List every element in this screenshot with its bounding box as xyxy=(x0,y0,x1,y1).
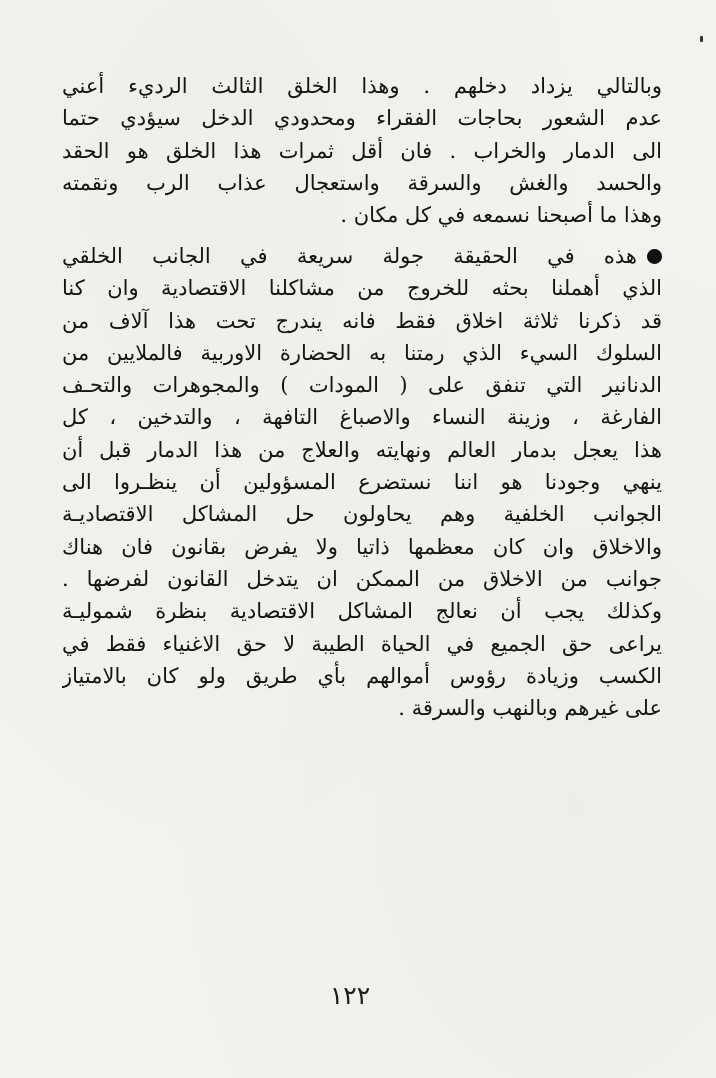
text-line: الى الدمار والخراب . فان أقل ثمرات هذا الخلق هو الحقد xyxy=(62,138,662,163)
page-number: ١٢٢ xyxy=(329,981,371,1010)
text-line: الكسب وزيادة رؤوس أموالهم بأي طريق ولو كان بالامتياز xyxy=(62,663,662,688)
text-line: والاخلاق وان كان معظمها ذاتيا ولا يفرض بقانون فان هناك xyxy=(62,534,662,559)
text-line: السلوك السيء الذي رمتنا به الحضارة الاوربية فالملايين من xyxy=(62,340,662,365)
text-line: جوانب من الاخلاق من الممكن ان يتدخل القانون لفرضها . xyxy=(62,566,662,591)
text-line: الذي أهملنا بحثه للخروج من مشاكلنا الاقتصادية وان كنا xyxy=(62,276,662,301)
text-line: ينهي وجودنا هو اننا نستضرع المسؤولين أن ينظـروا الى xyxy=(62,470,662,495)
text-line: عدم الشعور بحاجات الفقراء ومحدودي الدخل سيؤدي حتما xyxy=(62,106,662,131)
scan-edge-mark xyxy=(700,36,703,42)
paragraph-1 xyxy=(62,70,662,231)
text-line: على غيرهم وبالنهب والسرقة . xyxy=(398,696,662,721)
text-line: الدنانير التي تنفق على ( المودات ) والمجوهرات والتحـف xyxy=(62,373,662,398)
text-line-with-bullet xyxy=(62,240,662,272)
text-line: وهذا ما أصبحنا نسمعه في كل مكان . xyxy=(340,203,662,228)
text-line: الجوانب الخلفية وهم يحاولون حل المشاكل الاقتصاديـة xyxy=(62,502,662,527)
text-line: وكذلك يجب أن نعالج المشاكل الاقتصادية بنظرة شموليـة xyxy=(62,599,662,624)
text-line: قد ذكرنا ثلاثة اخلاق فقط فانه يندرج تحت هذا آلاف من xyxy=(62,308,662,333)
text-line: يراعى حق الجميع في الحياة الطيبة لا حق الاغنياء فقط في xyxy=(62,631,662,656)
paragraph-2 xyxy=(62,240,662,724)
bullet-icon xyxy=(647,249,662,264)
text-line: هذا يعجل بدمار العالم ونهايته والعلاج من هذا الدمار قبل أن xyxy=(62,437,662,462)
text-line: الفارغة ، وزينة النساء والاصباغ التافهة ، والتدخين ، كل xyxy=(62,405,662,430)
text-line: وبالتالي يزداد دخلهم . وهذا الخلق الثالث الرديء أعني xyxy=(62,74,662,98)
text-line: والحسد والغش والسرقة واستعجال عذاب الرب ونقمته xyxy=(62,170,662,195)
bullet-line-text: هذه في الحقيقة جولة سريعة في الجانب الخلقي xyxy=(62,244,637,268)
